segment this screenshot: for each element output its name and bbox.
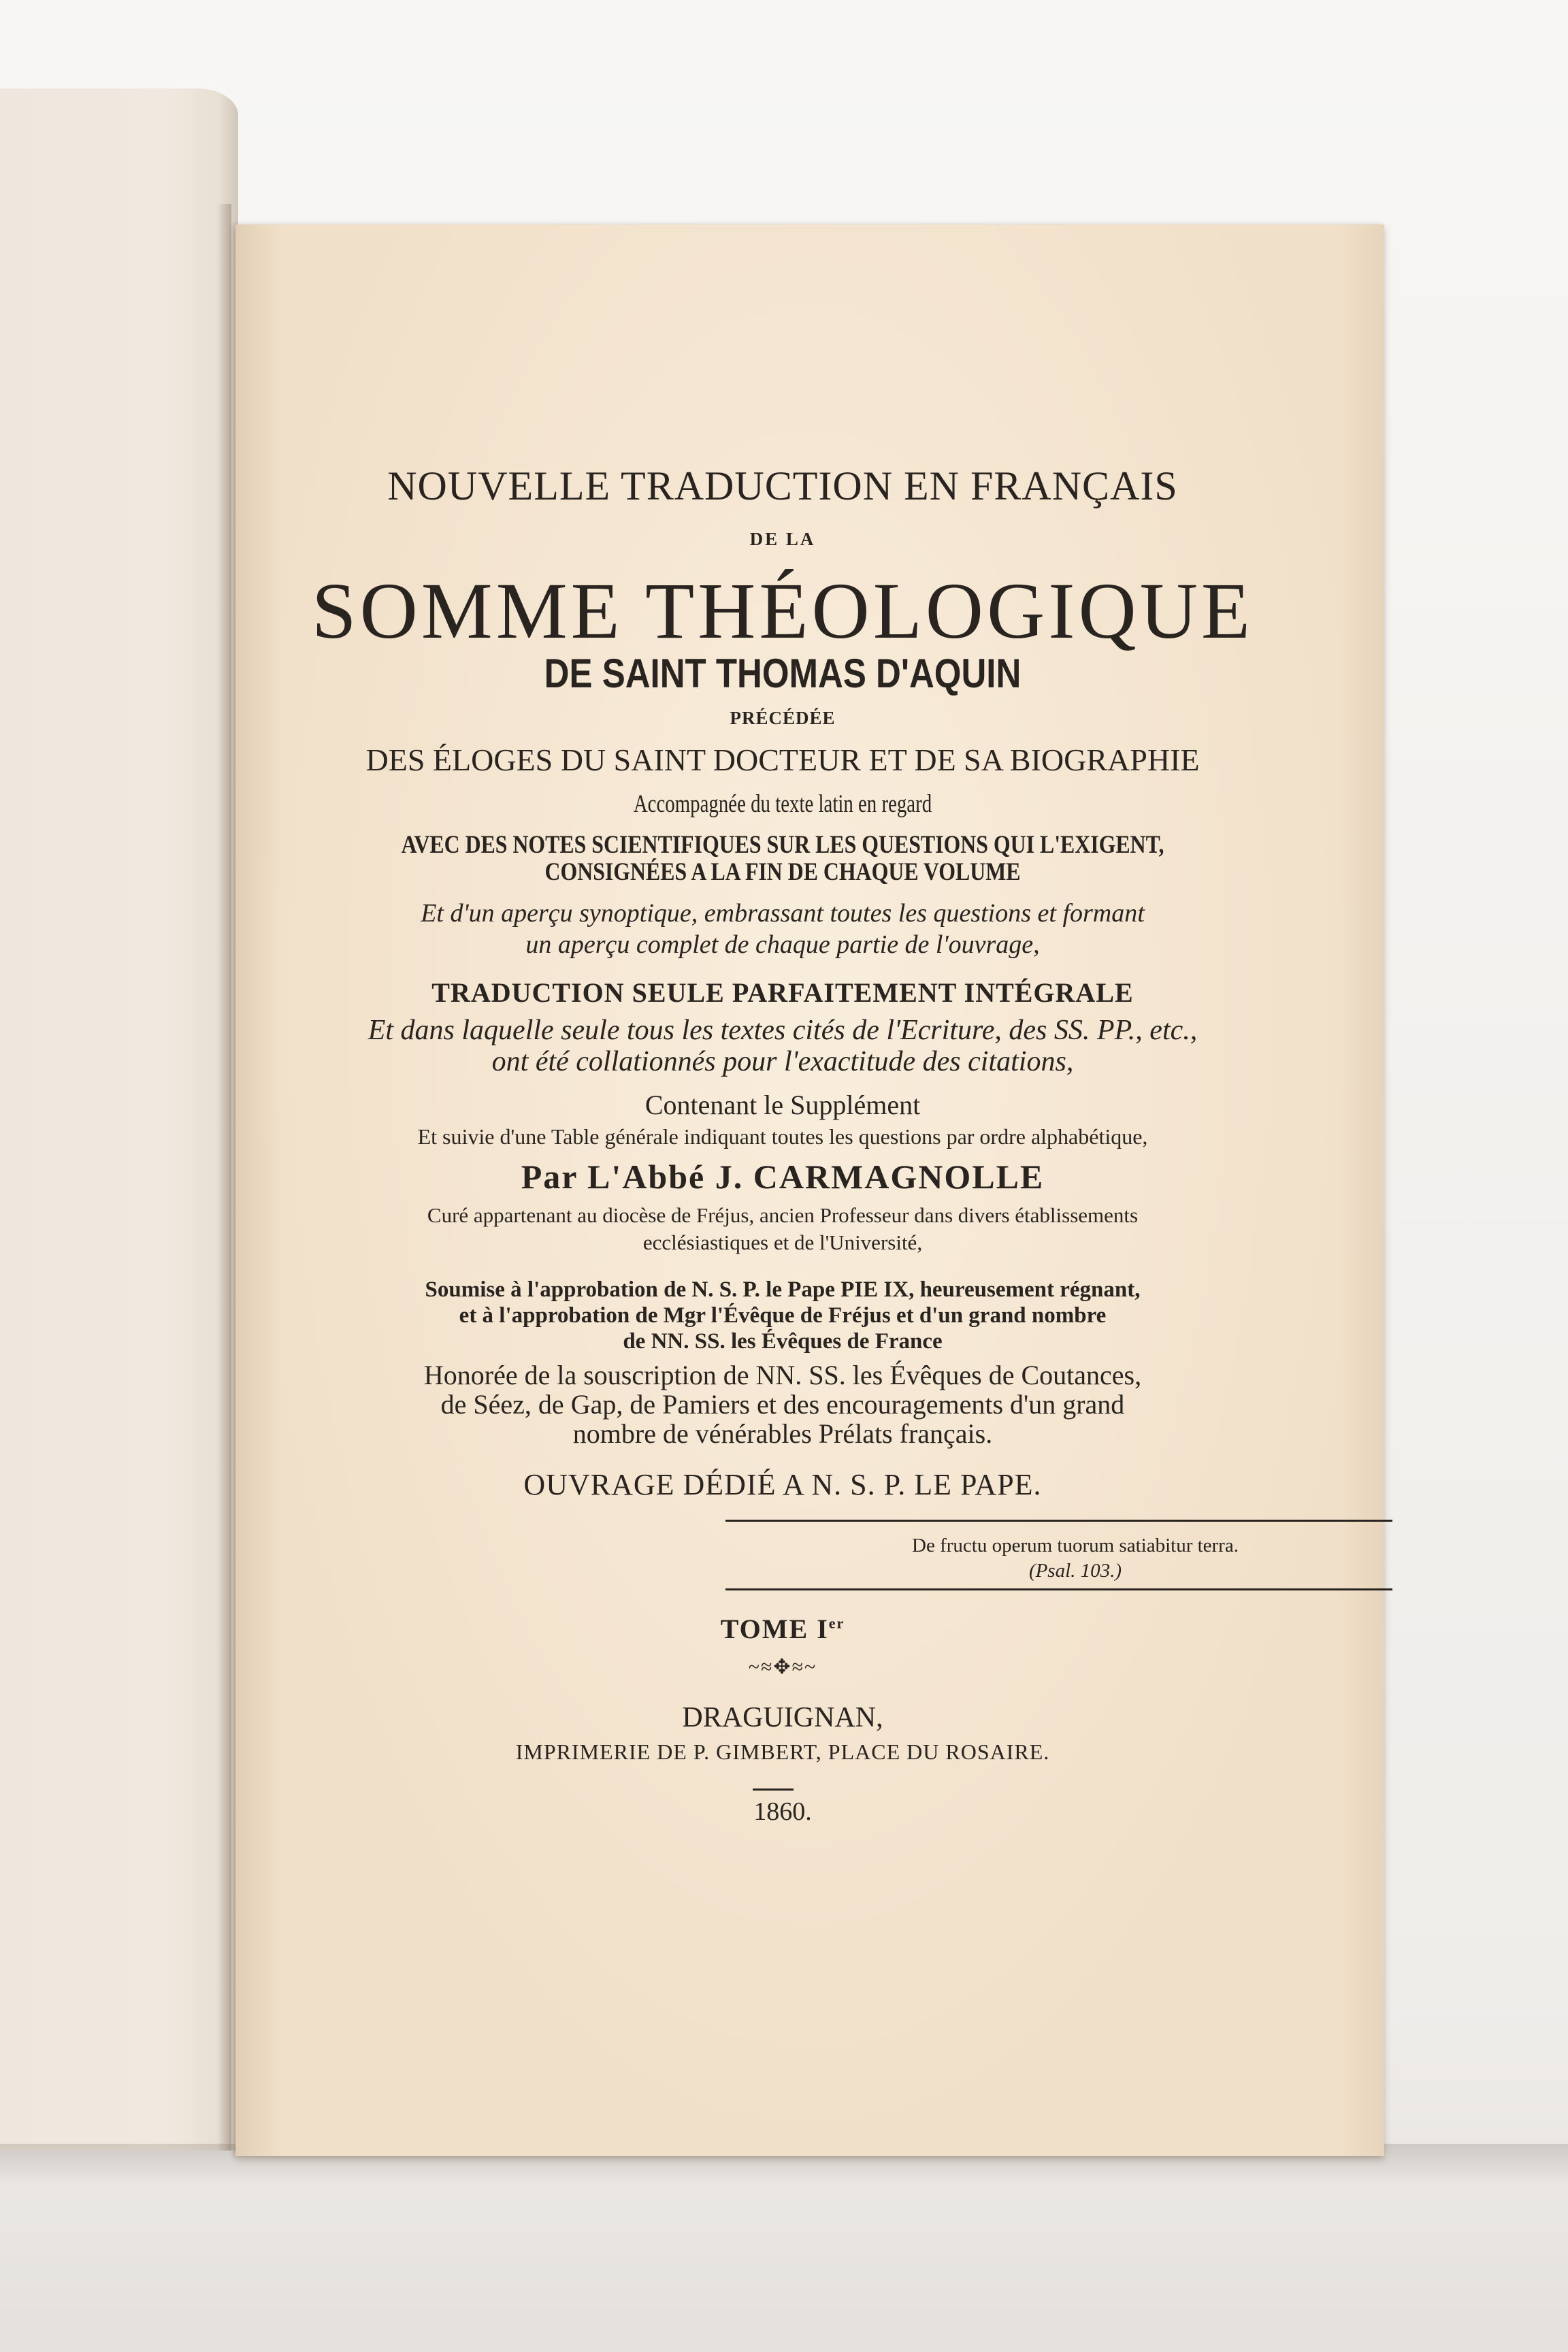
subtitle-author: DE SAINT THOMAS D'AQUIN [544,651,1022,696]
epigraph-rule-top [725,1520,1392,1522]
line-honoree-3: nombre de vénérables Prélats français. [572,1418,993,1449]
epigraph-text: De fructu operum tuorum satiabitur terra. [912,1535,1239,1556]
line-dans-laquelle-2: ont été collationnés pour l'exactitude des citations, [491,1046,1074,1077]
author-name: Par L'Abbé J. CARMAGNOLLE [521,1158,1045,1196]
heading-de-la: DE LA [749,529,816,549]
line-contenant: Contenant le Supplément [644,1090,921,1120]
line-apercu-2: un aperçu complet de chaque partie de l'ouvrage, [525,930,1040,959]
line-precedee: PRÉCÉDÉE [730,708,836,728]
line-honoree-2: de Séez, de Gap, de Pamiers et des encouragements d'un grand [440,1389,1125,1420]
title-page-content [235,225,1384,2156]
volume-label-text: TOME I [720,1614,829,1644]
line-eloges: DES ÉLOGES DU SAINT DOCTEUR ET DE SA BIOGRAPHIE [365,742,1200,777]
line-soumise: Soumise à l'approbation de N. S. P. le Pape PIE IX, heureusement régnant, [425,1277,1141,1302]
line-honoree-1: Honorée de la souscription de NN. SS. les Évêques de Coutances, [423,1360,1142,1390]
line-avec-notes: AVEC DES NOTES SCIENTIFIQUES SUR LES QUESTIONS QUI L'EXIGENT, [401,831,1164,859]
line-approbation: et à l'approbation de Mgr l'Évêque de Fréjus et d'un grand nombre [459,1303,1107,1328]
left-page-leaf [0,88,238,2151]
volume-label [208,1613,1357,1645]
line-apercu-1: Et d'un aperçu synoptique, embrassant toutes les questions et formant [421,899,1145,928]
imprint-dash [753,1788,794,1791]
author-credentials-1: Curé appartenant au diocèse de Fréjus, ancien Professeur dans divers établissements [427,1203,1139,1227]
ornament-divider: ~≈✥≈~ [748,1656,817,1678]
main-title: SOMME THÉOLOGIQUE [311,566,1254,655]
line-suivie: Et suivie d'une Table générale indiquant toutes les questions par ordre alphabétique, [417,1124,1148,1149]
imprint-place: DRAGUIGNAN, [682,1702,883,1733]
line-ouvrage-dedie: OUVRAGE DÉDIÉ A N. S. P. LE PAPE. [523,1468,1042,1501]
line-accompagnee: Accompagnée du texte latin en regard [633,790,932,818]
line-consignees: CONSIGNÉES A LA FIN DE CHAQUE VOLUME [544,858,1021,886]
line-eveques-france: de NN. SS. les Évêques de France [623,1329,943,1354]
epigraph-reference: (Psal. 103.) [1028,1560,1122,1582]
volume-label-sup: er [828,1614,845,1632]
imprint-printer: IMPRIMERIE DE P. GIMBERT, PLACE DU ROSAIRE. [515,1740,1050,1764]
author-credentials-2: ecclésiastiques et de l'Université, [642,1230,923,1254]
line-traduction-integrale: TRADUCTION SEULE PARFAITEMENT INTÉGRALE [431,977,1134,1008]
epigraph-rule-bottom [725,1588,1392,1590]
line-dans-laquelle-1: Et dans laquelle seule tous les textes cités de l'Ecriture, des SS. PP., etc., [368,1015,1198,1046]
heading-nouvelle-traduction: NOUVELLE TRADUCTION EN FRANÇAIS [387,463,1178,508]
imprint-year: 1860. [753,1797,812,1826]
